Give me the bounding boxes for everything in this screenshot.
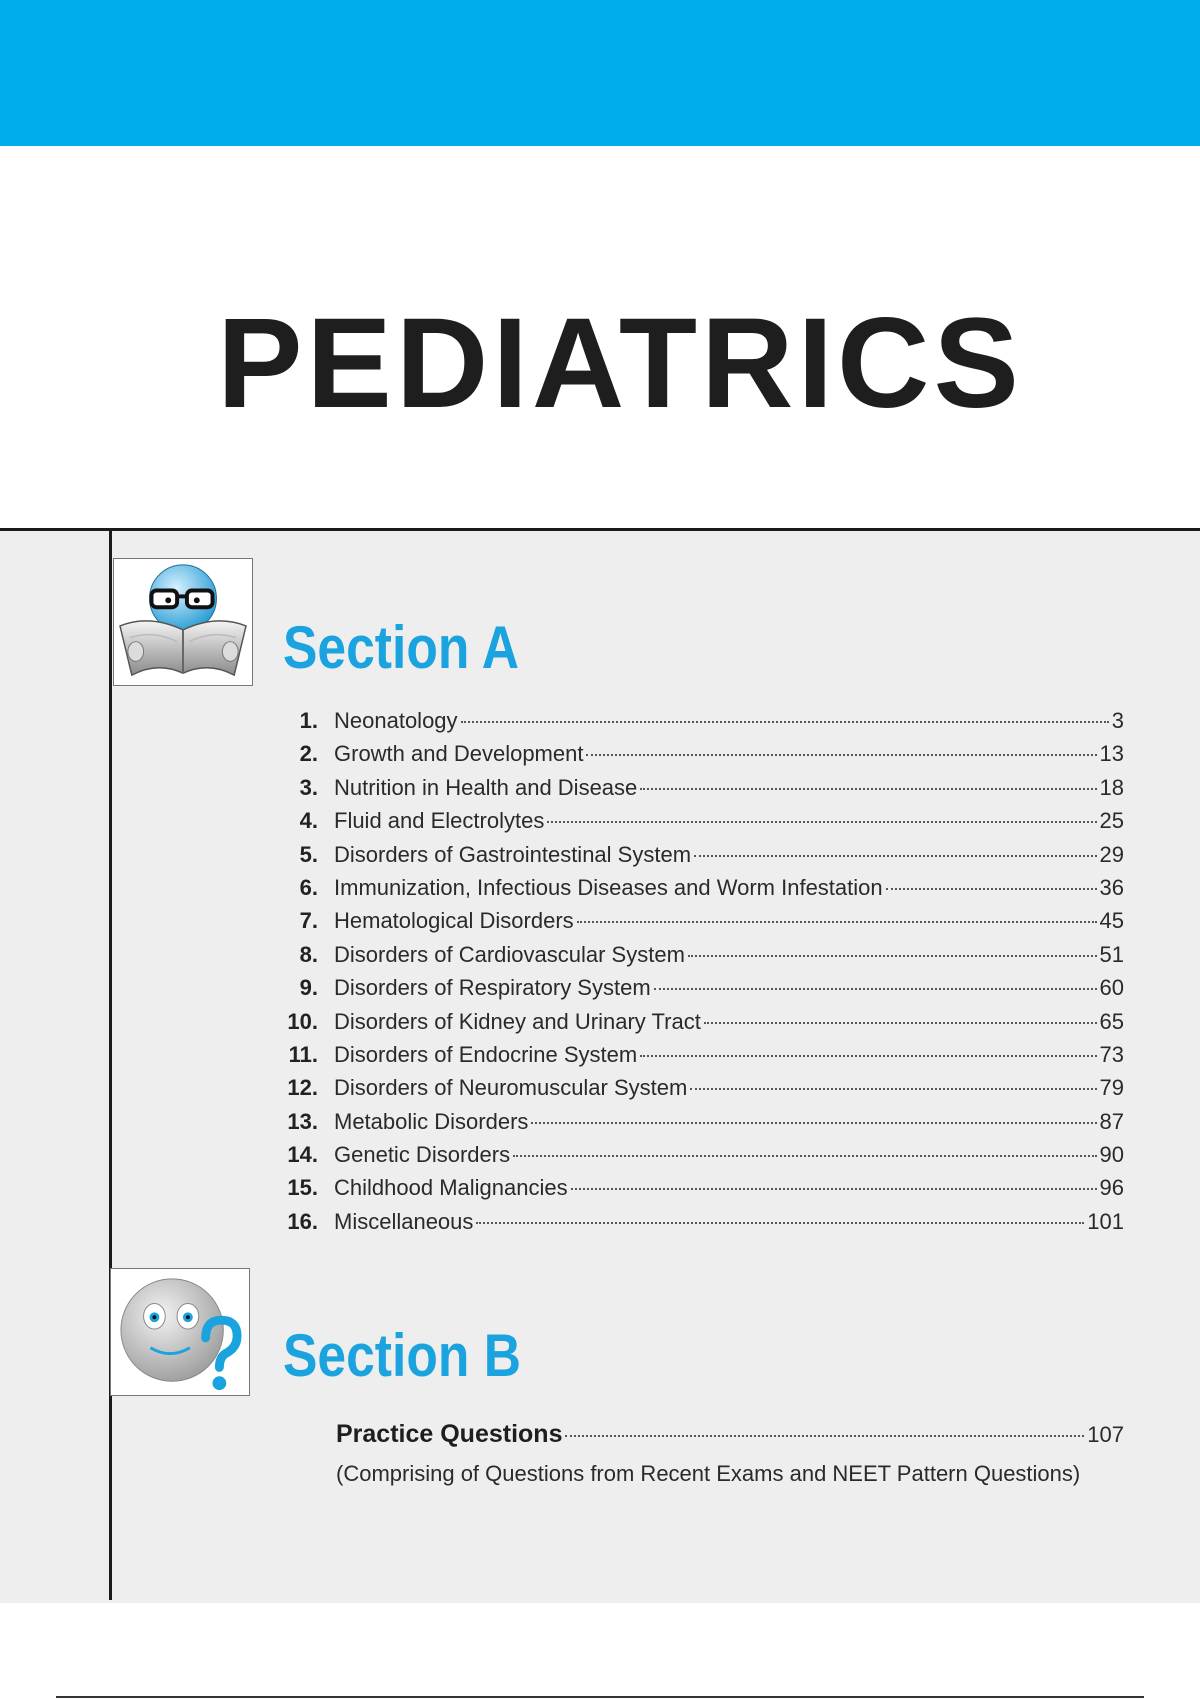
section-a-heading: Section A — [283, 614, 520, 681]
top-color-band — [0, 0, 1200, 146]
leader-dots — [694, 855, 1096, 857]
chapter-title: Metabolic Disorders — [334, 1108, 529, 1134]
chapter-page: 73 — [1099, 1041, 1124, 1067]
leader-dots — [688, 955, 1097, 957]
chapter-number: 13. — [287, 1108, 318, 1134]
chapter-number: 4. — [299, 808, 318, 834]
chapter-page: 25 — [1099, 808, 1124, 834]
chapter-title: Fluid and Electrolytes — [334, 808, 545, 834]
chapter-page: 13 — [1099, 741, 1124, 767]
toc-row — [280, 1042, 1124, 1075]
leader-dots — [547, 821, 1096, 823]
toc-row — [280, 1142, 1124, 1175]
chapter-number: 11. — [288, 1041, 318, 1067]
chapter-title: Hematological Disorders — [334, 908, 574, 934]
chapter-page: 51 — [1099, 941, 1124, 967]
leader-dots — [476, 1222, 1084, 1224]
toc-row — [280, 842, 1124, 875]
chapter-number: 1. — [299, 708, 318, 733]
leader-dots — [461, 721, 1109, 723]
toc-row — [280, 1075, 1124, 1108]
chapter-title: Disorders of Respiratory System — [334, 975, 651, 1001]
chapter-page: 101 — [1087, 1208, 1124, 1234]
leader-dots — [571, 1188, 1097, 1190]
leader-dots — [586, 754, 1096, 756]
question-face-icon — [110, 1268, 250, 1396]
toc-row — [280, 775, 1124, 808]
chapter-page: 36 — [1099, 874, 1124, 900]
chapter-page: 45 — [1099, 908, 1124, 934]
toc-row — [280, 808, 1124, 841]
chapter-page: 65 — [1099, 1008, 1124, 1034]
practice-questions-entry — [336, 1420, 1124, 1487]
left-margin-rule — [109, 528, 112, 1600]
toc-row — [280, 975, 1124, 1008]
chapter-page: 60 — [1099, 975, 1124, 1001]
practice-questions-title: Practice Questions — [336, 1420, 563, 1448]
chapter-title: Miscellaneous — [334, 1208, 474, 1234]
chapter-number: 2. — [299, 741, 318, 767]
section-b-heading: Section B — [283, 1322, 521, 1389]
chapter-title: Disorders of Kidney and Urinary Tract — [334, 1008, 701, 1034]
toc-row — [280, 1109, 1124, 1142]
toc-row — [280, 942, 1124, 975]
chapter-title: Childhood Malignancies — [334, 1175, 568, 1201]
chapter-number: 3. — [299, 774, 318, 800]
chapter-number: 16. — [287, 1208, 318, 1234]
toc-row — [280, 1209, 1124, 1242]
chapter-title: Disorders of Cardiovascular System — [334, 941, 685, 967]
chapter-page: 87 — [1099, 1108, 1124, 1134]
chapter-number: 9. — [299, 975, 318, 1001]
chapter-title: Growth and Development — [334, 741, 584, 767]
leader-dots — [690, 1088, 1096, 1090]
chapter-page: 90 — [1099, 1142, 1124, 1168]
chapter-title: Genetic Disorders — [334, 1142, 511, 1168]
leader-dots — [704, 1022, 1097, 1024]
chapter-title: Disorders of Neuromuscular System — [334, 1075, 688, 1101]
bottom-rule — [56, 1696, 1144, 1698]
chapter-title: Neonatology — [334, 708, 458, 733]
chapter-title: Disorders of Endocrine System — [334, 1041, 638, 1067]
chapter-page: 79 — [1099, 1075, 1124, 1101]
chapter-page: 18 — [1099, 774, 1124, 800]
chapter-page: 96 — [1099, 1175, 1124, 1201]
chapter-number: 5. — [299, 841, 318, 867]
practice-questions-subtitle: (Comprising of Questions from Recent Exams and NEET Pattern Questions) — [336, 1461, 1081, 1486]
leader-dots — [577, 921, 1097, 923]
toc-row — [280, 1009, 1124, 1042]
leader-dots — [654, 988, 1097, 990]
leader-dots — [640, 788, 1096, 790]
chapter-title: Immunization, Infectious Diseases and Worm Infestation — [334, 874, 883, 900]
practice-questions-page: 107 — [1087, 1422, 1124, 1447]
leader-dots — [886, 888, 1097, 890]
leader-dots — [640, 1055, 1096, 1057]
chapter-number: 14. — [287, 1142, 318, 1168]
chapter-title: Nutrition in Health and Disease — [334, 774, 638, 800]
chapter-number: 10. — [287, 1008, 318, 1034]
chapter-number: 8. — [299, 941, 318, 967]
section-a-chapter-list — [280, 708, 1124, 1242]
leader-dots — [513, 1155, 1096, 1157]
book-title: PEDIATRICS — [217, 292, 1023, 435]
chapter-page: 3 — [1111, 708, 1124, 733]
chapter-page: 29 — [1099, 841, 1124, 867]
toc-row — [280, 708, 1124, 741]
leader-dots — [565, 1435, 1084, 1437]
chapter-number: 15. — [287, 1175, 318, 1201]
chapter-number: 7. — [299, 908, 318, 934]
toc-row — [280, 741, 1124, 774]
chapter-number: 12. — [287, 1075, 318, 1101]
chapter-number: 6. — [299, 874, 318, 900]
leader-dots — [531, 1122, 1096, 1124]
toc-row — [280, 1175, 1124, 1208]
chapter-title: Disorders of Gastrointestinal System — [334, 841, 692, 867]
toc-row — [280, 908, 1124, 941]
reading-book-face-icon — [113, 558, 253, 686]
toc-row — [280, 875, 1124, 908]
